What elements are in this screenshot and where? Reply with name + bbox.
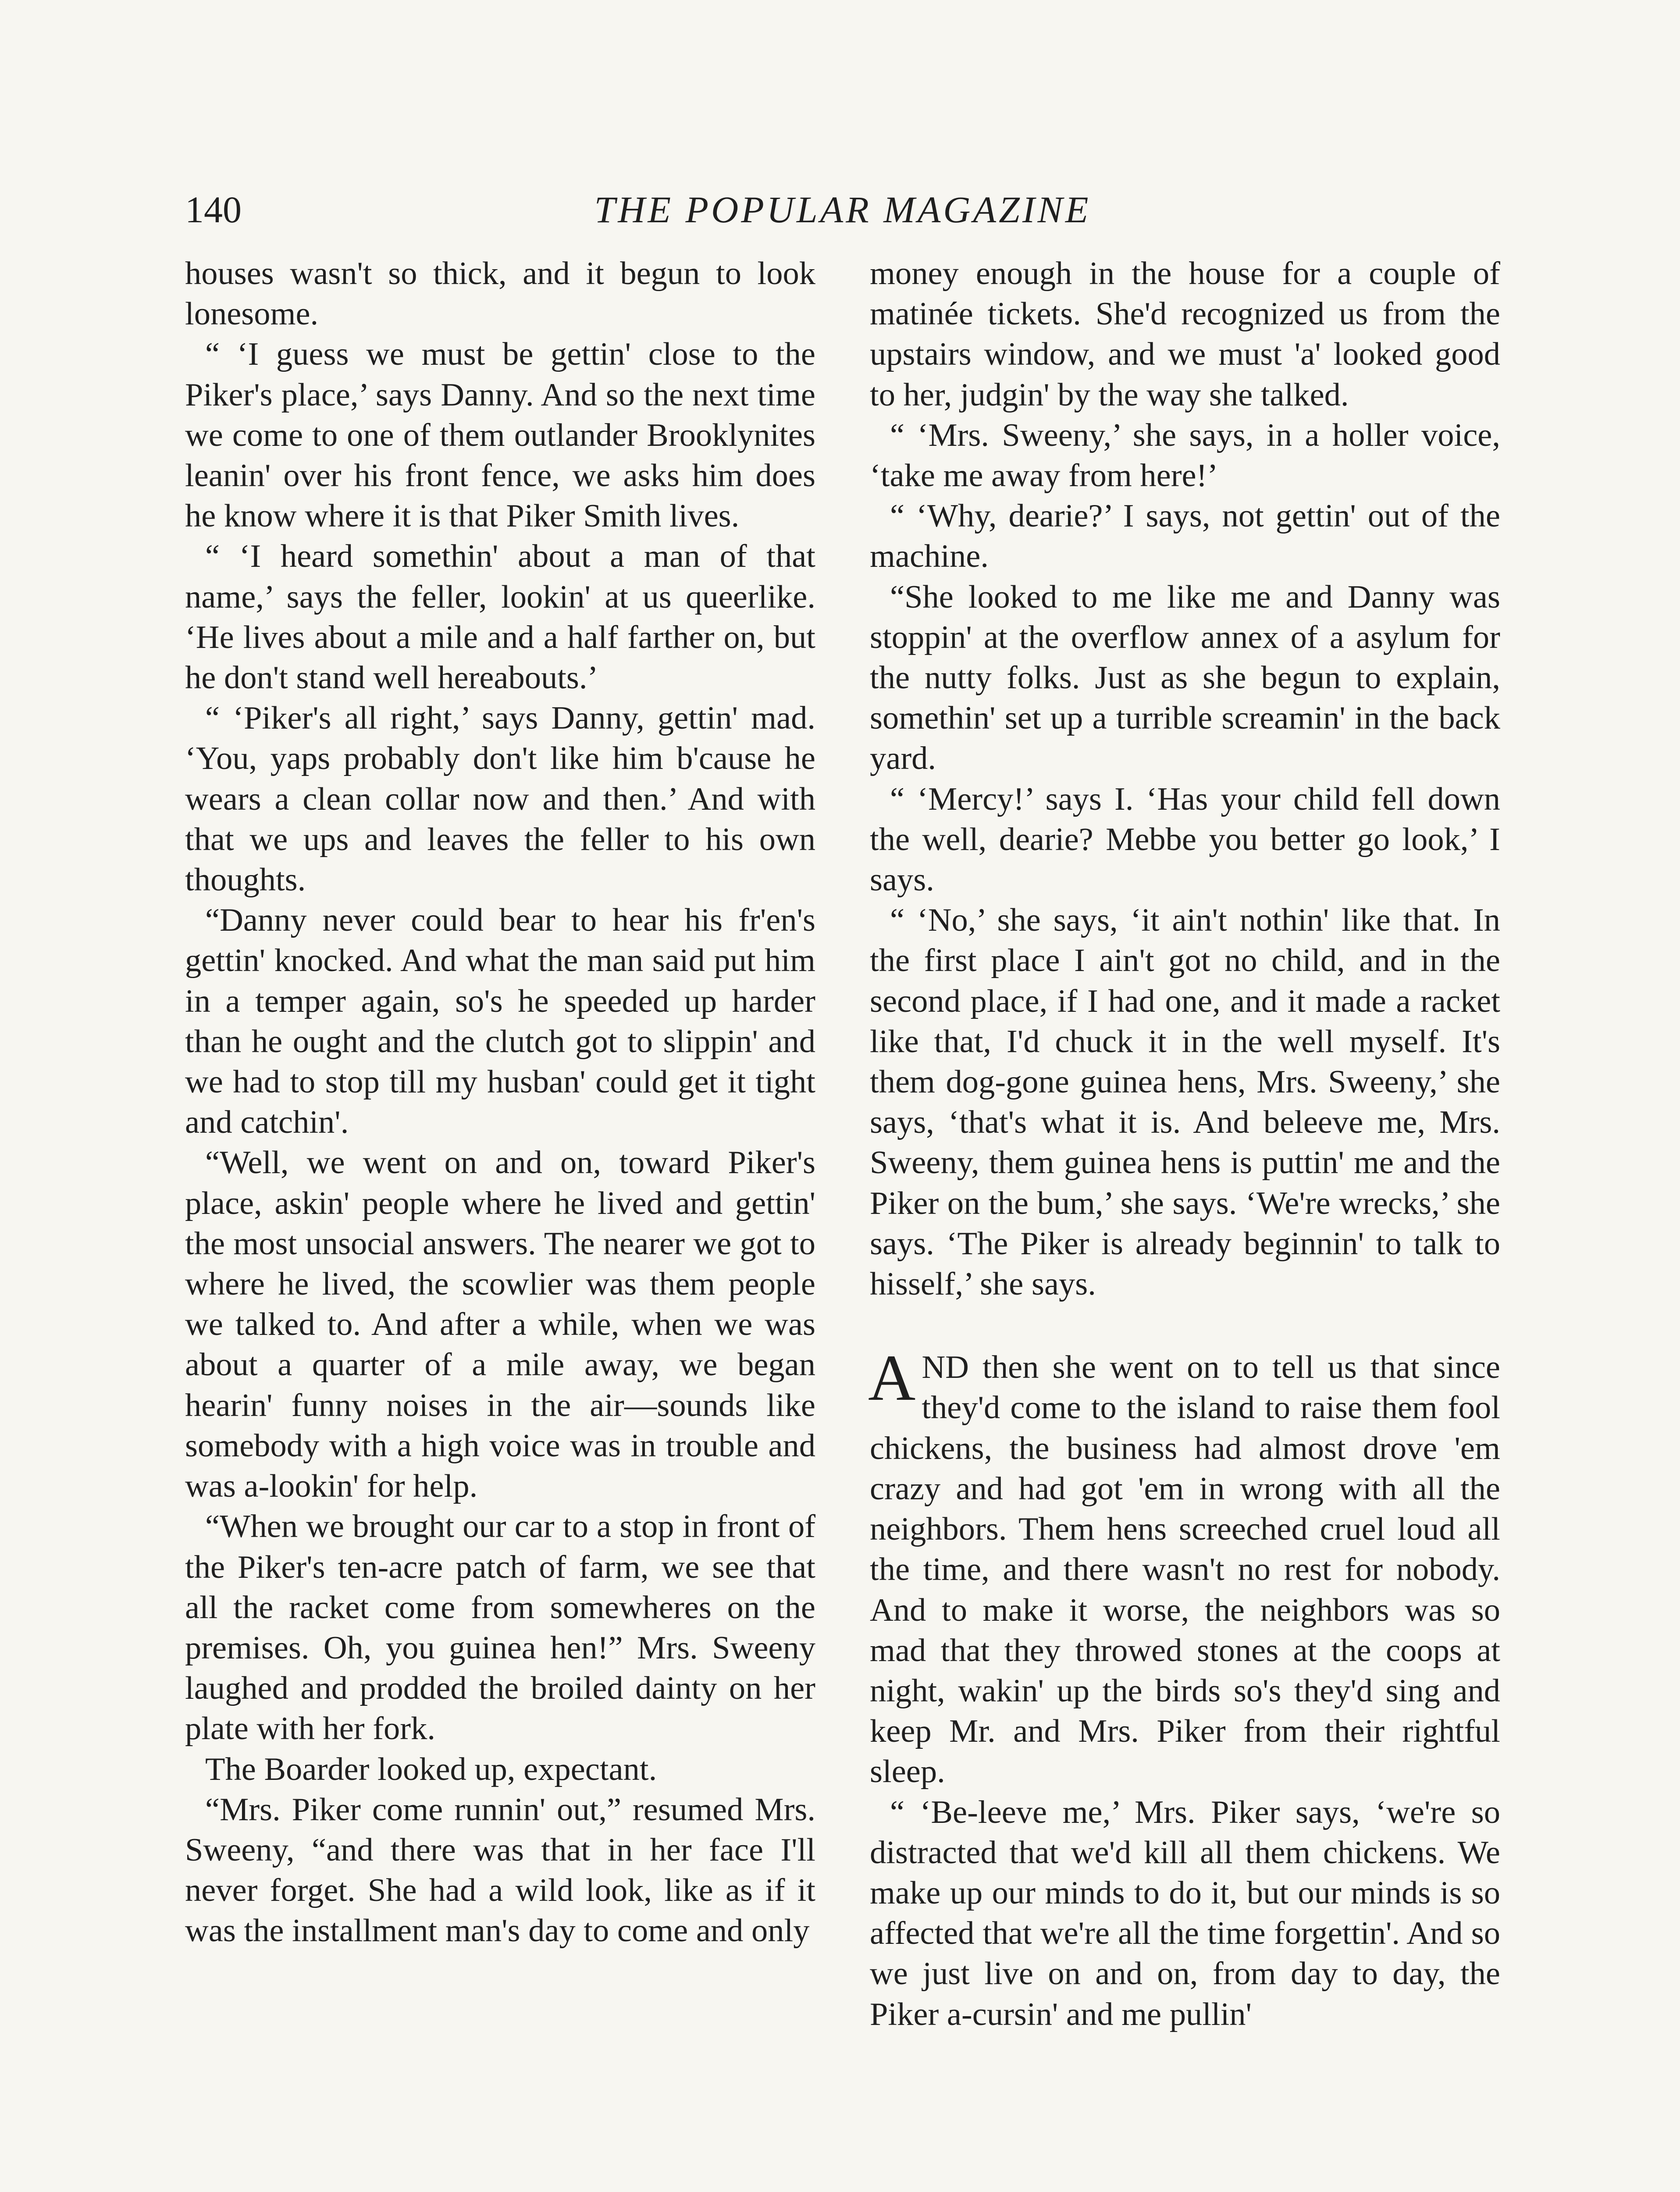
paragraph: “She looked to me like me and Danny was stoppin' at the overflow annex of a asylum for the nutty folks. Just as she begun to explain, somethin' set up a turrible screamin' in the back yard. [870,579,1500,777]
paragraph: The Boarder looked up, expectant. [205,1751,657,1787]
paragraph-text: ND then she went on to tell us that since they'd come to the island to raise them fool chickens, the business had almost drove 'em crazy and had got 'em in wrong with all the neighbors. Them hens screeched cruel loud all the time, and there wasn't no rest for nobody. And to make it worse, the neighbors was so mad that they throwed stones at the coops at night, wakin' up the birds so's they'd sing and keep Mr. and Mrs. Piker from their rightful sleep. [870,1349,1500,1790]
paragraph: “ ‘No,’ she says, ‘it ain't nothin' like that. In the first place I ain't got no child, and in the second place, if I had one, and it made a racket like that, I'd chuck it in the well myself. It's them dog-gone guinea hens, Mrs. Sweeny,’ she says, ‘that's what it is. And beleeve me, Mrs. Sweeny, them guinea hens is puttin' me and the Piker on the bum,’ she says. ‘We're wrecks,’ she says. ‘The Piker is already beginnin' to talk to hisself,’ she says. [870,902,1500,1302]
paragraph: “Well, we went on and on, toward Piker's place, askin' people where he lived and gettin' the most unsocial answers. The nearer we got to where he lived, the scowlier was them people we talked to. And after a while, when we was about a quarter of a mile away, we began hearin' funny noises in the air—sounds like somebody with a high voice was in trouble and was a-lookin' for help. [185,1145,815,1505]
paragraph: “Danny never could bear to hear his fr'en's gettin' knocked. And what the man said put him in a temper again, so's he speeded up harder than he ought and the clutch got to slippin' and we had to stop till my husban' could get it tight and catchin'. [185,902,815,1141]
paragraph: houses wasn't so thick, and it begun to look lonesome. [185,256,815,332]
paragraph: “ ‘Mercy!’ says I. ‘Has your child fell down the well, dearie? Mebbe you better go look,’ I says. [870,781,1500,898]
paragraph: “ ‘Be-leeve me,’ Mrs. Piker says, ‘we're so distracted that we'd kill all them chickens. We make up our minds to do it, but our minds is so affected that we're all the time forgettin'. And so we just live on and on, from day to day, the Piker a-cursin' and me pullin' [870,1794,1500,2032]
right-column [870,253,1500,2035]
section-opening-paragraph [868,1342,1500,1792]
page-header [185,183,1500,245]
paragraph: money enough in the house for a couple of matinée tickets. She'd recognized us from the upstairs window, and we must 'a' looked good to her, judgin' by the way she talked. [870,256,1500,413]
paragraph: “ ‘I guess we must be gettin' close to the Piker's place,’ says Danny. And so the next time we come to one of them outlander Brooklynites leanin' over his front fence, we asks him does he know where it is that Piker Smith lives. [185,336,815,534]
page-number: 140 [185,189,242,231]
paragraph: “ ‘Piker's all right,’ says Danny, gettin' mad. ‘You, yaps probably don't like him b'cause he wears a clean collar now and then.’ And with that we ups and leaves the feller to his own thoughts. [185,700,815,898]
left-column [185,253,815,1951]
drop-cap: A [868,1342,916,1415]
paragraph: “When we brought our car to a stop in front of the Piker's ten-acre patch of farm, we see that all the racket come from somewheres on the premises. Oh, you guinea hen!” Mrs. Sweeny laughed and prodded the broiled dainty on her plate with her fork. [185,1509,815,1747]
paragraph: “ ‘Why, dearie?’ I says, not gettin' out of the machine. [870,498,1500,575]
paragraph: “Mrs. Piker come runnin' out,” resumed Mrs. Sweeny, “and there was that in her face I'll never forget. She had a wild look, like as if it was the installment man's day to come and only [185,1791,815,1949]
running-head: THE POPULAR MAGAZINE [594,189,1091,231]
paragraph: “ ‘I heard somethin' about a man of that name,’ says the feller, lookin' at us queerlike. ‘He lives about a mile and a half farther on, but he don't stand well hereabouts.’ [185,538,815,696]
paragraph: “ ‘Mrs. Sweeny,’ she says, in a holler voice, ‘take me away from here!’ [870,417,1500,494]
